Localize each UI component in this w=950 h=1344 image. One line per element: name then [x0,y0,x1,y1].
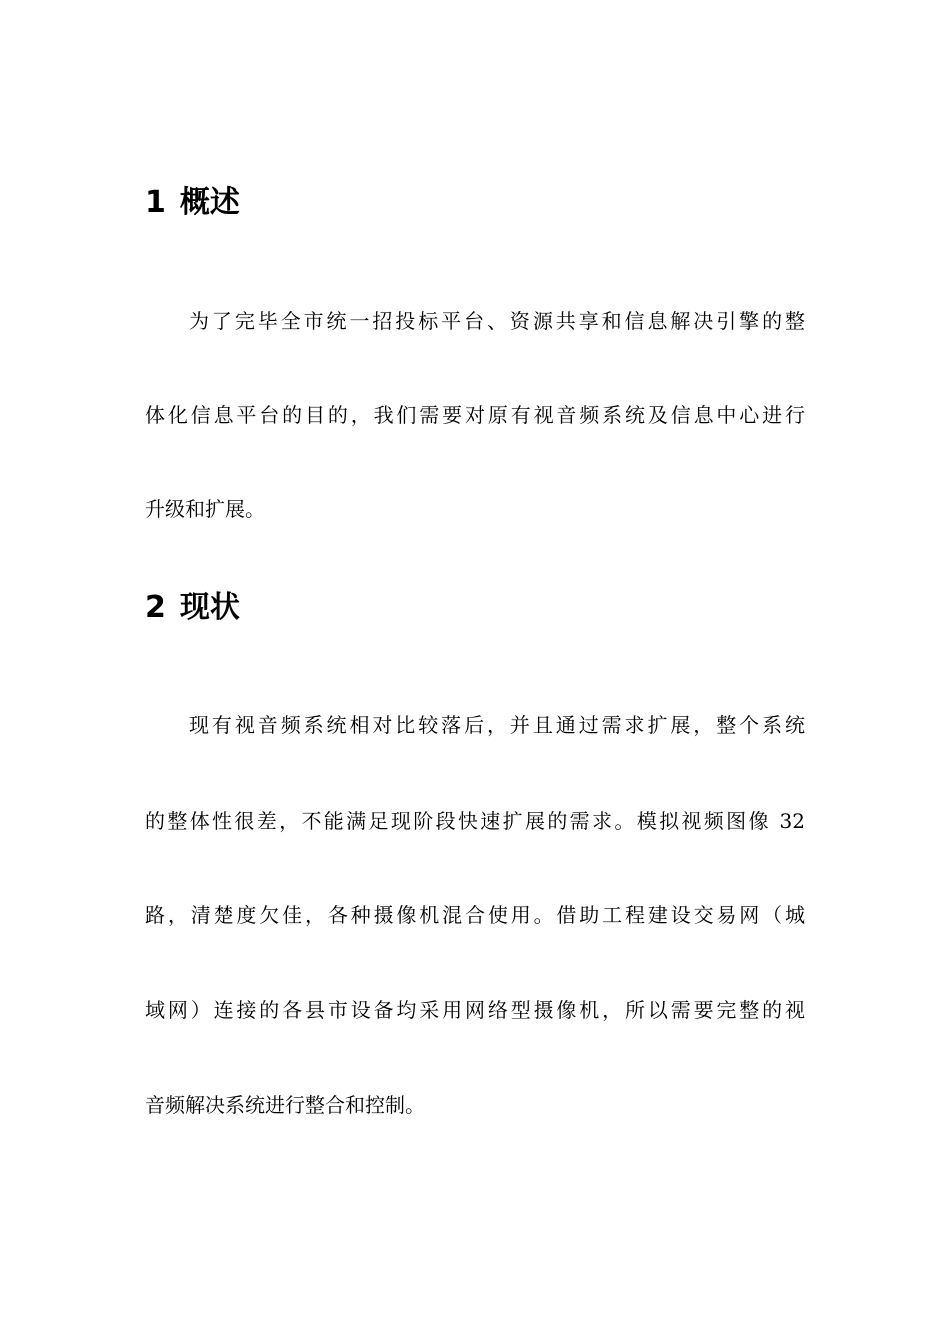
section-heading-1 [145,183,240,223]
paragraph-line: 音频解决系统进行整合和控制。 [145,1093,425,1117]
paragraph-line: 为了完毕全市统一招投标平台、资源共享和信息解决引擎的整 [189,309,805,333]
section-number: 2 [145,590,166,625]
section-title: 现状 [179,590,240,625]
section-number: 1 [145,185,166,220]
section-title: 概述 [179,185,240,220]
paragraph-line: 体化信息平台的目的，我们需要对原有视音频系统及信息中心进行 [145,403,805,427]
section-heading-2 [145,588,240,628]
paragraph-line: 路，清楚度欠佳，各种摄像机混合使用。借助工程建设交易网（城 [145,903,805,927]
paragraph-line: 的整体性很差，不能满足现阶段快速扩展的需求。模拟视频图像 32 [145,809,805,833]
paragraph-line: 域网）连接的各县市设备均采用网络型摄像机，所以需要完整的视 [145,998,805,1022]
paragraph-line: 现有视音频系统相对比较落后，并且通过需求扩展，整个系统 [189,713,805,737]
paragraph-line: 升级和扩展。 [145,497,265,521]
